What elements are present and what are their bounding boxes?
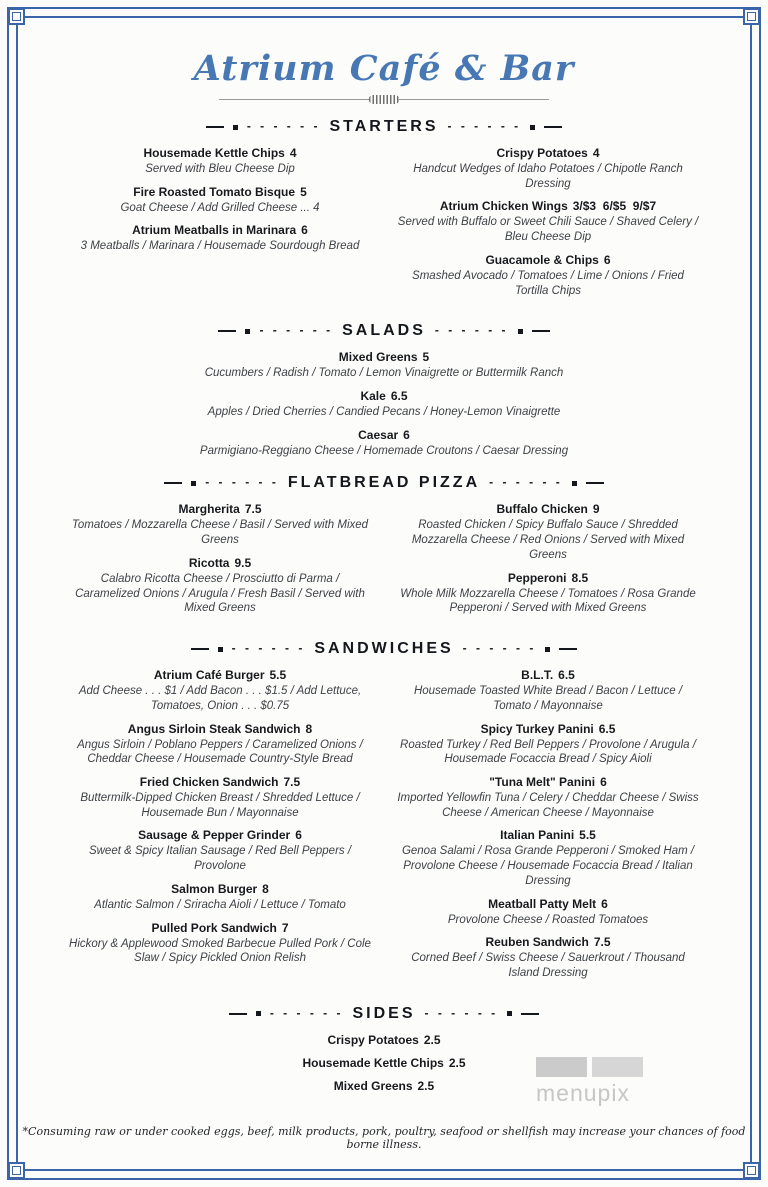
- watermark-blocks: [536, 1057, 646, 1077]
- item-name: Atrium Meatballs in Marinara: [132, 223, 297, 238]
- item-price: 7.5: [593, 935, 611, 950]
- item-title: [69, 502, 371, 517]
- heading-square-icon: [191, 481, 196, 486]
- item-description: Corned Beef / Swiss Cheese / Sauerkrout / Thousand Island Dressing: [411, 952, 685, 979]
- section-columns: [22, 668, 746, 989]
- item-price: 6: [403, 427, 410, 442]
- item-name: Housemade Kettle Chips: [143, 146, 285, 160]
- item-description: Calabro Ricotta Cheese / Prosciutto di Parma / Caramelized Onions / Arugula / Fresh Basil / Served with Mixed Greens: [75, 572, 365, 615]
- heading-square-icon: [518, 329, 523, 334]
- item-name: Housemade Kettle Chips: [302, 1055, 444, 1070]
- item-name: Meatball Patty Melt: [488, 896, 597, 911]
- item-name: Fried Chicken Sandwich: [139, 774, 279, 789]
- item-price: 7.5: [283, 774, 301, 789]
- item-title: [397, 199, 699, 214]
- item-description: Parmigiano-Reggiano Cheese / Homemade Croutons / Caesar Dressing: [199, 444, 569, 457]
- heading-dashes: - - - - - -: [462, 641, 537, 656]
- item-name: Italian Panini: [500, 828, 575, 843]
- heading-rule: [164, 482, 182, 484]
- watermark-block: [592, 1057, 643, 1077]
- heading-dashes: - - - - - -: [269, 1005, 344, 1020]
- heading-square-icon: [245, 329, 250, 334]
- item-title: [397, 253, 699, 268]
- item-description: Tomatoes / Mozzarella Cheese / Basil / Served with Mixed Greens: [71, 519, 369, 547]
- item-price: 6: [295, 828, 302, 843]
- item-name: Pulled Pork Sandwich: [151, 920, 277, 935]
- section-heading: [22, 640, 746, 658]
- title-divider: [219, 99, 549, 100]
- menu-item: [69, 828, 371, 873]
- item-description: Roasted Turkey / Red Bell Peppers / Provolone / Arugula / Housemade Focaccia Bread / Spicy Aioli: [400, 738, 696, 766]
- heading-rule: [586, 482, 604, 484]
- menu-column: [397, 668, 699, 989]
- menu-item: [69, 882, 371, 913]
- heading-rule: [521, 1013, 539, 1015]
- item-description: Served with Buffalo or Sweet Chili Sauce / Shaved Celery / Bleu Cheese Dip: [397, 216, 699, 244]
- item-title: [397, 502, 699, 517]
- item-price: 6.5: [598, 721, 616, 736]
- item-price: 5.5: [269, 668, 287, 683]
- item-description: Apples / Dried Cherries / Candied Pecans / Honey-Lemon Vinaigrette: [207, 406, 561, 419]
- restaurant-title: Atrium Café & Bar: [193, 48, 575, 89]
- item-description: Hickory & Applewood Smoked Barbecue Pulled Pork / Cole Slaw / Spicy Pickled Onion Relish: [69, 937, 371, 965]
- menu-section-salads: [22, 322, 746, 458]
- item-price: 7: [281, 920, 289, 935]
- item-name: Caesar: [358, 427, 399, 442]
- section-heading: [22, 474, 746, 492]
- section-title: SANDWICHES: [314, 640, 454, 658]
- item-price: 6: [301, 223, 308, 238]
- item-price: 3/$3 6/$5 9/$7: [572, 199, 657, 214]
- item-description: Smashed Avocado / Tomatoes / Lime / Onions / Fried Tortilla Chips: [412, 269, 684, 297]
- menu-item: [397, 828, 699, 888]
- item-title: [397, 897, 699, 912]
- item-name: Ricotta: [188, 555, 230, 570]
- item-title: [104, 1033, 664, 1048]
- item-price: 4: [592, 146, 600, 160]
- menu-item: [397, 722, 699, 767]
- menu-item: [397, 775, 699, 820]
- item-name: Pepperoni: [507, 570, 567, 585]
- heading-rule: [206, 126, 224, 128]
- item-description: Angus Sirloin / Poblano Peppers / Caramelized Onions / Cheddar Cheese / Housemade Country-Style Bread: [77, 738, 363, 766]
- item-price: 8.5: [571, 570, 589, 585]
- menu-column: [69, 668, 371, 989]
- section-title: FLATBREAD PIZZA: [287, 474, 481, 492]
- menu-section-starters: [22, 118, 746, 306]
- menu-column: [397, 502, 699, 624]
- item-price: 6: [601, 896, 608, 911]
- section-title: SALADS: [342, 322, 426, 340]
- section-columns: [22, 146, 746, 306]
- heading-square-icon: [507, 1011, 512, 1016]
- item-price: 6.5: [558, 668, 575, 683]
- menu-item: [69, 668, 371, 713]
- heading-dashes: - - - - - -: [231, 641, 306, 656]
- item-title: [69, 556, 371, 571]
- watermark-block: [536, 1057, 587, 1077]
- section-heading: [22, 322, 746, 340]
- menu-item: [397, 199, 699, 244]
- item-title: [104, 389, 664, 404]
- item-description: Add Cheese . . . $1 / Add Bacon . . . $1.5 / Add Lettuce, Tomatoes, Onion . . . $0.75: [78, 685, 362, 712]
- heading-rule: [544, 126, 562, 128]
- item-description: Handcut Wedges of Idaho Potatoes / Chipotle Ranch Dressing: [413, 163, 683, 190]
- item-title: [69, 668, 371, 683]
- heading-square-icon: [218, 647, 223, 652]
- section-heading: [22, 1005, 746, 1023]
- menu-item: [69, 722, 371, 767]
- item-name: Guacamole & Chips: [485, 252, 599, 267]
- item-description: Provolone Cheese / Roasted Tomatoes: [447, 913, 649, 926]
- item-title: [69, 185, 371, 200]
- item-description: Buttermilk-Dipped Chicken Breast / Shredded Lettuce / Housemade Bun / Mayonnaise: [80, 791, 360, 819]
- item-title: [397, 668, 699, 683]
- menu-section-flatbread-pizza: [22, 474, 746, 624]
- item-title: [397, 775, 699, 790]
- item-title: [69, 828, 371, 843]
- item-title: [69, 223, 371, 238]
- item-title: [69, 775, 371, 790]
- title-ornament-icon: [369, 95, 399, 104]
- item-description: Atlantic Salmon / Sriracha Aioli / Lettuce / Tomato: [94, 898, 346, 911]
- item-price: 6: [600, 774, 607, 789]
- item-description: Served with Bleu Cheese Dip: [145, 163, 295, 175]
- item-name: Spicy Turkey Panini: [480, 721, 594, 736]
- item-price: 8: [262, 881, 269, 896]
- item-name: Reuben Sandwich: [485, 935, 589, 950]
- item-price: 2.5: [448, 1055, 466, 1070]
- menu-item: [69, 223, 371, 254]
- heading-dashes: - - - - - -: [246, 119, 321, 133]
- item-description: Cucumbers / Radish / Tomato / Lemon Vinaigrette or Buttermilk Ranch: [204, 367, 564, 380]
- item-price: 6.5: [390, 389, 408, 404]
- heading-square-icon: [572, 481, 577, 486]
- item-description: Imported Yellowfin Tuna / Celery / Cheddar Cheese / Swiss Cheese / American Cheese / Mayonnaise: [397, 791, 699, 819]
- section-title: STARTERS: [329, 118, 439, 135]
- menu-item: [69, 921, 371, 966]
- section-title: SIDES: [352, 1004, 416, 1022]
- heading-rule: [191, 648, 209, 650]
- menu-item: [397, 935, 699, 980]
- heading-square-icon: [530, 125, 535, 130]
- item-title: [104, 428, 664, 443]
- item-price: 2.5: [417, 1078, 435, 1093]
- item-title: [69, 722, 371, 737]
- menu-item: [397, 668, 699, 713]
- heading-dashes: - - - - - -: [205, 475, 279, 490]
- item-name: Crispy Potatoes: [496, 146, 588, 160]
- menu-item: [397, 502, 699, 562]
- item-name: Buffalo Chicken: [496, 502, 588, 517]
- menu-content: [22, 22, 746, 1165]
- section-columns: [22, 502, 746, 624]
- menu-item: [397, 897, 699, 928]
- item-name: Mixed Greens: [333, 1078, 413, 1093]
- item-name: "Tuna Melt" Panini: [489, 774, 596, 789]
- menu-section-sandwiches: [22, 640, 746, 989]
- menu-column: [69, 502, 371, 624]
- footer-disclaimer: *Consuming raw or under cooked eggs, beef, milk products, pork, poultry, seafood or shellfish may increase your chances of food borne illness.: [22, 1125, 746, 1151]
- item-title: [69, 146, 371, 161]
- item-name: Margherita: [178, 502, 240, 517]
- menu-item: [69, 775, 371, 820]
- item-price: 2.5: [423, 1032, 441, 1047]
- item-price: 8: [305, 721, 313, 736]
- item-price: 7.5: [244, 502, 262, 517]
- item-title: [69, 882, 371, 897]
- heading-dashes: - - - - - -: [447, 119, 522, 133]
- menu-item: [69, 185, 371, 216]
- item-price: 5: [422, 350, 430, 365]
- menu-sections: [22, 118, 746, 1094]
- menu-item: [104, 350, 664, 381]
- heading-dashes: - - - - - -: [434, 323, 509, 338]
- item-name: Atrium Chicken Wings: [439, 199, 568, 214]
- item-price: 5: [300, 184, 307, 199]
- menu-item: [397, 146, 699, 191]
- item-name: Atrium Café Burger: [153, 668, 265, 683]
- item-price: 4: [289, 146, 297, 160]
- item-price: 6: [603, 252, 611, 267]
- item-title: [397, 935, 699, 950]
- item-name: Salmon Burger: [171, 881, 258, 896]
- menu-column: [397, 146, 699, 306]
- heading-dashes: - - - - - -: [259, 323, 334, 338]
- item-name: Kale: [360, 389, 386, 404]
- heading-square-icon: [233, 125, 238, 130]
- item-description: 3 Meatballs / Marinara / Housemade Sourdough Bread: [80, 240, 360, 253]
- item-name: Mixed Greens: [338, 350, 418, 365]
- item-description: Genoa Salami / Rosa Grande Pepperoni / Smoked Ham / Provolone Cheese / Housemade Focaccia Bread / Italian Dressing: [401, 845, 695, 887]
- heading-rule: [532, 330, 550, 332]
- watermark-text: menupix: [536, 1080, 630, 1106]
- item-title: [104, 350, 664, 365]
- heading-square-icon: [256, 1011, 261, 1016]
- section-heading: [22, 118, 746, 136]
- menu-item: [397, 253, 699, 298]
- heading-rule: [229, 1013, 247, 1015]
- menu-item: [104, 428, 664, 459]
- item-name: Angus Sirloin Steak Sandwich: [127, 721, 301, 736]
- heading-dashes: - - - - - -: [489, 475, 563, 490]
- item-name: Fire Roasted Tomato Bisque: [133, 184, 296, 199]
- item-title: [397, 571, 699, 586]
- item-price: 9: [592, 502, 600, 517]
- item-name: Crispy Potatoes: [327, 1032, 419, 1047]
- menu-item: [69, 556, 371, 616]
- item-title: [397, 722, 699, 737]
- heading-rule: [218, 330, 236, 332]
- item-title: [397, 828, 699, 843]
- menu-item: [104, 389, 664, 420]
- heading-rule: [559, 648, 577, 650]
- menu-item: [69, 502, 371, 547]
- menu-item: [69, 146, 371, 177]
- item-description: Housemade Toasted White Bread / Bacon / Lettuce / Tomato / Mayonnaise: [413, 685, 683, 712]
- menu-item: [397, 571, 699, 616]
- item-price: 5.5: [579, 828, 596, 843]
- heading-dashes: - - - - - -: [424, 1005, 499, 1020]
- menu-column: [104, 350, 664, 458]
- item-title: [397, 146, 699, 161]
- item-description: Whole Milk Mozzarella Cheese / Tomatoes / Rosa Grande Pepperoni / Served with Mixed Greens: [400, 587, 696, 615]
- item-description: Sweet & Spicy Italian Sausage / Red Bell Peppers / Provolone: [88, 845, 352, 873]
- item-description: Roasted Chicken / Spicy Buffalo Sauce / Shredded Mozzarella Cheese / Red Onions / Served with Mixed Greens: [411, 519, 685, 561]
- item-description: Goat Cheese / Add Grilled Cheese ... 4: [120, 201, 320, 214]
- heading-square-icon: [545, 647, 550, 652]
- item-name: Sausage & Pepper Grinder: [138, 828, 291, 843]
- watermark: [536, 1057, 646, 1107]
- item-price: 9.5: [234, 555, 252, 570]
- item-name: B.L.T.: [521, 668, 554, 683]
- menu-item: [104, 1033, 664, 1048]
- item-title: [69, 921, 371, 936]
- menu-column: [69, 146, 371, 306]
